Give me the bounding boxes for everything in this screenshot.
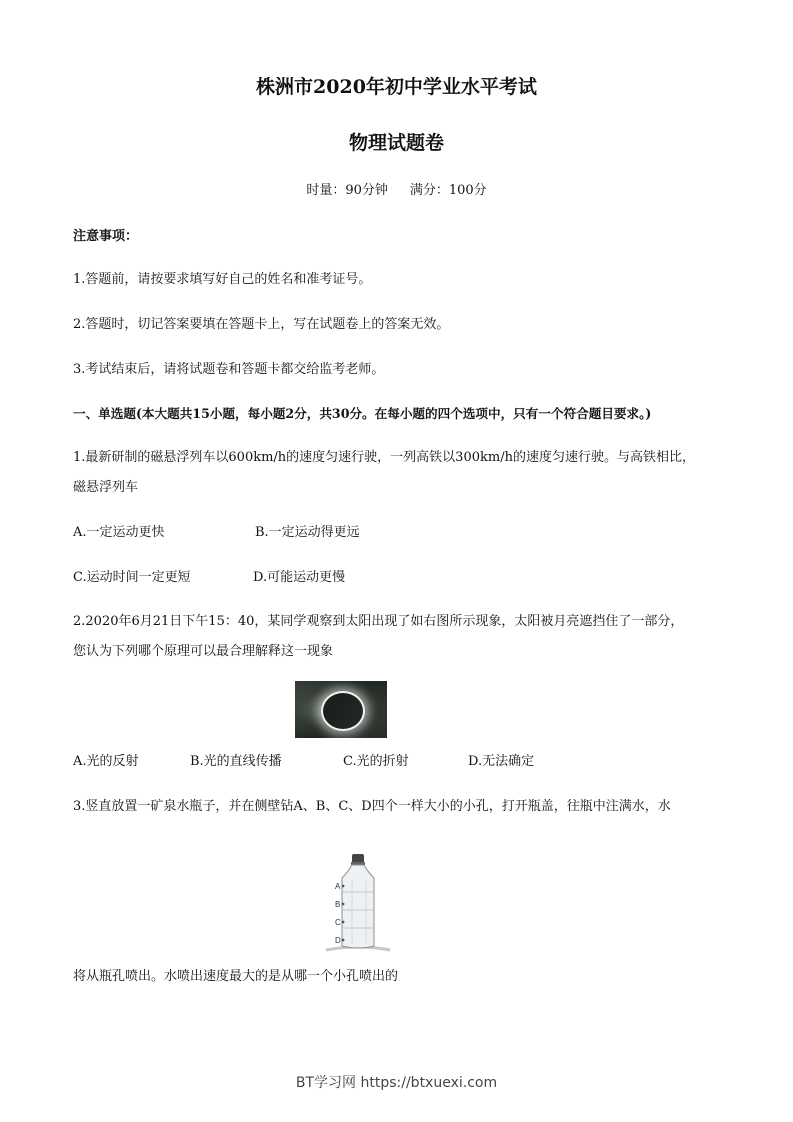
question-2-line-2: 您认为下列哪个原理可以最合理解释这一现象 bbox=[73, 644, 334, 659]
question-1-line-2: 磁悬浮列车 bbox=[73, 480, 139, 495]
exam-subtitle: 物理试题卷 bbox=[348, 132, 444, 154]
hole-label-c: C bbox=[335, 918, 341, 927]
time-limit: 时量：90分钟 bbox=[306, 183, 388, 198]
q1-option-d: D.可能运动更慢 bbox=[253, 570, 346, 585]
q2-option-b: B.光的直线传播 bbox=[190, 754, 282, 769]
footer-watermark: BT学习网 https://btxuexi.com bbox=[295, 1075, 498, 1091]
q2-option-c: C.光的折射 bbox=[343, 754, 409, 769]
solar-eclipse-image bbox=[295, 681, 387, 738]
section-heading: 一、单选题(本大题共15小题，每小题2分，共30分。在每小题的四个选项中，只有一个符合题目要求。) bbox=[73, 406, 652, 421]
hole-label-b: B bbox=[335, 900, 341, 909]
hole-label-d: D bbox=[335, 936, 341, 945]
bottle-svg bbox=[322, 852, 394, 956]
exam-meta bbox=[0, 179, 793, 198]
q1-option-c: C.运动时间一定更短 bbox=[73, 570, 191, 585]
q1-option-b: B.一定运动得更远 bbox=[255, 525, 360, 540]
question-3-line-1: 3.竖直放置一矿泉水瓶子，并在侧壁钻A、B、C、D四个一样大小的小孔，打开瓶盖，往瓶中注满水，水 bbox=[73, 799, 671, 814]
full-score: 满分：100分 bbox=[409, 183, 487, 198]
question-2-line-1: 2.2020年6月21日下午15：40，某同学观察到太阳出现了如右图所示现象，太阳被月亮遮挡住了一部分， bbox=[73, 614, 684, 629]
notice-item: 2.答题时，切记答案要填在答题卡上，写在试题卷上的答案无效。 bbox=[73, 317, 450, 332]
notice-heading: 注意事项： bbox=[73, 229, 139, 244]
question-1-line-1: 1.最新研制的磁悬浮列车以600km/h的速度匀速行驶，一列高铁以300km/h的速度匀速行驶。与高铁相比， bbox=[73, 450, 695, 465]
q2-option-d: D.无法确定 bbox=[468, 754, 535, 769]
hole-label-a: A bbox=[335, 882, 341, 891]
water-bottle-image bbox=[322, 852, 394, 956]
notice-item: 1.答题前，请按要求填写好自己的姓名和准考证号。 bbox=[73, 272, 372, 287]
q1-option-a: A.一定运动更快 bbox=[73, 525, 165, 540]
notice-item: 3.考试结束后，请将试题卷和答题卡都交给监考老师。 bbox=[73, 362, 385, 377]
question-3-line-2: 将从瓶孔喷出。水喷出速度最大的是从哪一个小孔喷出的 bbox=[73, 969, 399, 984]
q2-option-a: A.光的反射 bbox=[73, 754, 139, 769]
exam-title: 株洲市2020年初中学业水平考试 bbox=[256, 76, 537, 98]
